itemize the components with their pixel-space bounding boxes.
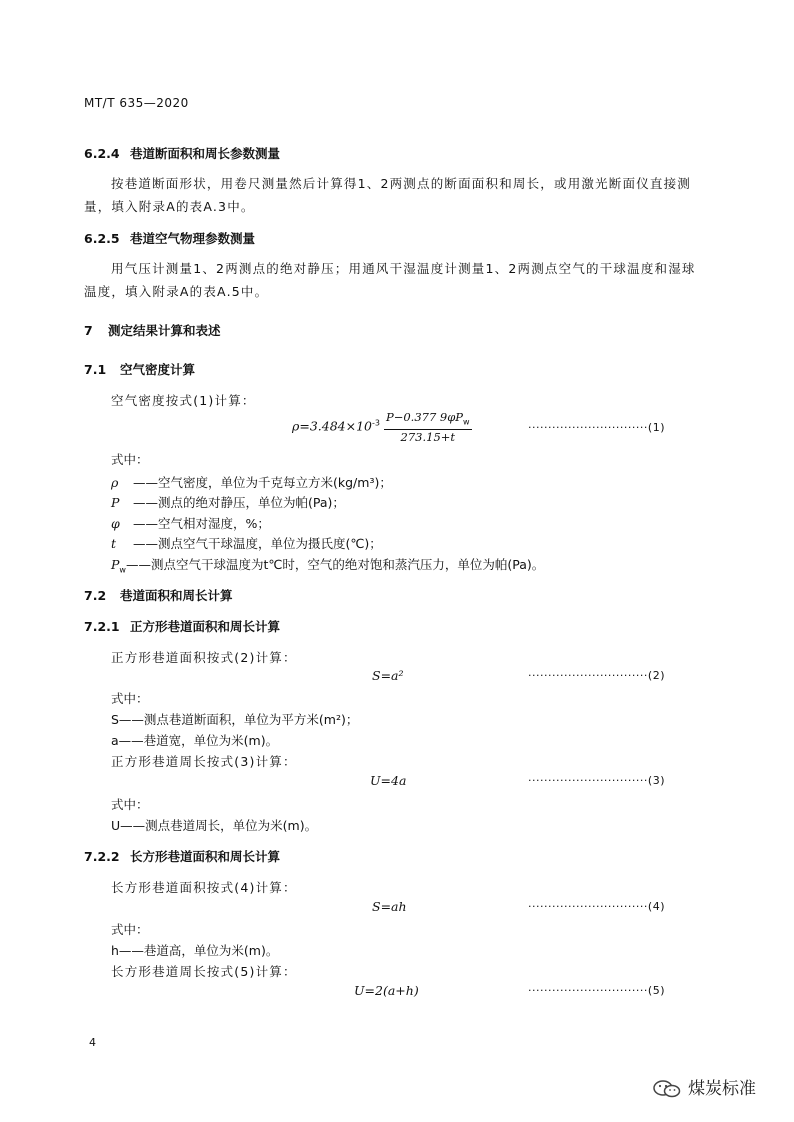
- section-number: 7.1: [84, 362, 107, 377]
- section-7-2-heading: [84, 586, 233, 604]
- leader-dots: ······························: [528, 900, 648, 913]
- section-title: 巷道断面积和周长参数测量: [130, 146, 281, 161]
- formula-denominator: 273.15+t: [400, 430, 456, 445]
- definition-S: S——测点巷道断面积，单位为平方米(m²)；: [111, 712, 359, 727]
- where-label: 式中：: [111, 797, 149, 812]
- section-number: 7.2.2: [84, 849, 120, 864]
- section-7-2-2-heading: [84, 847, 280, 865]
- formula-2: S=a²: [372, 668, 404, 683]
- where-label: 式中：: [111, 691, 149, 706]
- definition-a: a——巷道宽，单位为米(m)。: [111, 733, 279, 748]
- section-number: 7.2.1: [84, 619, 120, 634]
- formula-intro: 空气密度按式(1)计算：: [111, 393, 256, 408]
- definition-phi: φ ——空气相对湿度，%；: [111, 516, 270, 531]
- formula-numerator-sub: w: [463, 417, 470, 427]
- definition-U: U——测点巷道周长，单位为米(m)。: [111, 818, 318, 833]
- definition-Pw: $P_w——$测点空气干球温度为t℃时，空气的绝对饱和蒸汽压力，单位为帕(Pa)。: [111, 557, 545, 575]
- section-number: 6.2.4: [84, 146, 120, 161]
- leader-dots: ······························: [528, 669, 648, 682]
- paragraph-line: 量，填入附录A的表A.3中。: [84, 199, 255, 214]
- formula-intro: 正方形巷道面积按式(2)计算：: [111, 650, 297, 665]
- section-title: 长方形巷道面积和周长计算: [130, 849, 281, 864]
- definition-t: t ——测点空气干球温度，单位为摄氏度(℃)；: [111, 536, 382, 551]
- formula-numerator: P−0.377 9φP: [385, 410, 464, 424]
- formula-4: S=ah: [372, 899, 407, 914]
- definition-h: h——巷道高，单位为米(m)。: [111, 943, 279, 958]
- formula-lhs: ρ=3.484×10: [292, 418, 372, 434]
- formula-exponent: -3: [372, 418, 380, 428]
- section-number: 6.2.5: [84, 231, 120, 246]
- formula-fraction: [384, 410, 472, 444]
- leader-dots: ······························: [528, 774, 648, 787]
- watermark: [652, 1074, 756, 1099]
- paragraph-line: 用气压计测量1、2两测点的绝对静压；用通风干湿温度计测量1、2两测点空气的干球温度和湿球: [111, 261, 696, 276]
- watermark-text: 煤炭标准: [688, 1079, 756, 1099]
- definition-rho: ρ ——空气密度，单位为千克每立方米(kg/m³)；: [111, 475, 392, 490]
- formula-3: U=4a: [370, 773, 407, 788]
- section-number: 7: [84, 323, 93, 338]
- equation-number-5: ······························(5): [528, 984, 665, 997]
- section-7-1-heading: [84, 360, 195, 378]
- section-6-2-5-heading: [84, 229, 255, 247]
- where-label: 式中：: [111, 452, 149, 467]
- equation-number-2: ······························(2): [528, 669, 665, 682]
- leader-dots: ······························: [528, 421, 648, 434]
- section-title: 测定结果计算和表述: [108, 323, 221, 338]
- equation-number-1: ······························(1): [528, 421, 665, 434]
- section-title: 巷道面积和周长计算: [120, 588, 233, 603]
- paragraph-line: 按巷道断面形状，用卷尺测量然后计算得1、2两测点的断面面积和周长，或用激光断面仪直接测: [111, 176, 692, 191]
- section-title: 正方形巷道面积和周长计算: [130, 619, 281, 634]
- definition-P: P ——测点的绝对静压，单位为帕(Pa)；: [111, 495, 345, 510]
- where-label: 式中：: [111, 922, 149, 937]
- equation-number-4: ······························(4): [528, 900, 665, 913]
- page-number: 4: [89, 1036, 96, 1049]
- section-title: 巷道空气物理参数测量: [130, 231, 256, 246]
- paragraph-line: 温度，填入附录A的表A.5中。: [84, 284, 269, 299]
- formula-5: U=2(a+h): [354, 983, 419, 998]
- formula-1: [292, 410, 472, 444]
- section-title: 空气密度计算: [120, 362, 196, 377]
- section-6-2-4-heading: [84, 144, 280, 162]
- wechat-icon: [652, 1079, 682, 1099]
- section-number: 7.2: [84, 588, 107, 603]
- section-7-2-1-heading: [84, 617, 280, 635]
- equation-number-3: ······························(3): [528, 774, 665, 787]
- section-7-heading: [84, 321, 221, 339]
- formula-intro: 长方形巷道面积按式(4)计算：: [111, 880, 297, 895]
- formula-intro: 正方形巷道周长按式(3)计算：: [111, 754, 297, 769]
- formula-intro: 长方形巷道周长按式(5)计算：: [111, 964, 297, 979]
- leader-dots: ······························: [528, 984, 648, 997]
- document-header: MT/T 635—2020: [84, 96, 189, 110]
